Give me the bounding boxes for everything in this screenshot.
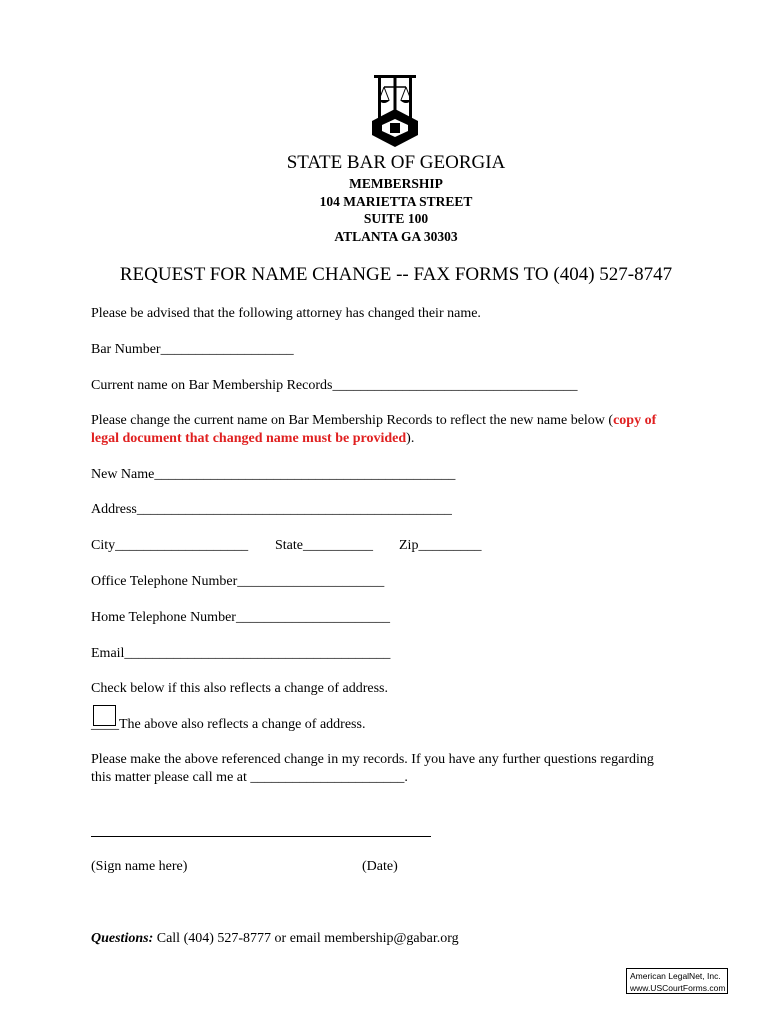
- organization-name: STATE BAR OF GEORGIA: [286, 152, 506, 173]
- form-title: REQUEST FOR NAME CHANGE -- FAX FORMS TO (404) 527-8747: [119, 264, 673, 285]
- city-field[interactable]: City___________________: [91, 538, 249, 553]
- instruction-red-text-1: copy of: [613, 413, 657, 428]
- address-change-label: The above also reflects a change of address.: [119, 717, 366, 732]
- address-change-line: [91, 717, 365, 733]
- signature-line[interactable]: [91, 836, 431, 837]
- street-address: 104 MARIETTA STREET: [319, 194, 473, 209]
- department-name: MEMBERSHIP: [349, 176, 443, 191]
- address-field[interactable]: Address_____________________________________________: [91, 502, 452, 517]
- current-name-field[interactable]: Current name on Bar Membership Records___________________________________: [91, 378, 578, 393]
- email-field[interactable]: Email______________________________________: [91, 646, 391, 661]
- instruction-red-text-2: legal document that changed name must be provided: [91, 431, 407, 446]
- scales-of-justice-logo: [370, 73, 420, 148]
- suite: SUITE 100: [363, 211, 429, 226]
- checkbox-underline: ____: [91, 717, 119, 732]
- state-field[interactable]: State__________: [275, 538, 373, 553]
- questions-text: Call (404) 527-8777 or email membership@gabar.org: [153, 931, 459, 946]
- questions-line: [91, 931, 459, 947]
- city-state-zip: ATLANTA GA 30303: [334, 229, 458, 244]
- footer-line-1: American LegalNet, Inc.: [630, 971, 721, 981]
- zip-field[interactable]: Zip_________: [399, 538, 482, 553]
- closing-line-2[interactable]: this matter please call me at ______________________.: [91, 770, 408, 785]
- date-label: (Date): [362, 859, 398, 874]
- intro-text: Please be advised that the following attorney has changed their name.: [91, 306, 481, 321]
- questions-label: Questions:: [91, 931, 154, 946]
- home-phone-field[interactable]: Home Telephone Number______________________: [91, 610, 390, 625]
- closing-line-1: Please make the above referenced change in my records. If you have any further questions regarding: [91, 752, 654, 767]
- office-phone-field[interactable]: Office Telephone Number_____________________: [91, 574, 385, 589]
- instruction-text: Please change the current name on Bar Membership Records to reflect the new name below (: [91, 413, 614, 428]
- bar-number-field[interactable]: Bar Number___________________: [91, 342, 294, 357]
- new-name-field[interactable]: New Name___________________________________________: [91, 467, 456, 482]
- address-change-prompt: Check below if this also reflects a change of address.: [91, 681, 389, 696]
- change-instruction-line1: [91, 413, 656, 429]
- footer-attribution: [626, 968, 728, 994]
- sign-name-label: (Sign name here): [91, 859, 188, 874]
- instruction-end: ).: [406, 431, 415, 446]
- change-instruction-line2: [91, 431, 414, 447]
- footer-line-2[interactable]: www.USCourtForms.com: [630, 983, 726, 993]
